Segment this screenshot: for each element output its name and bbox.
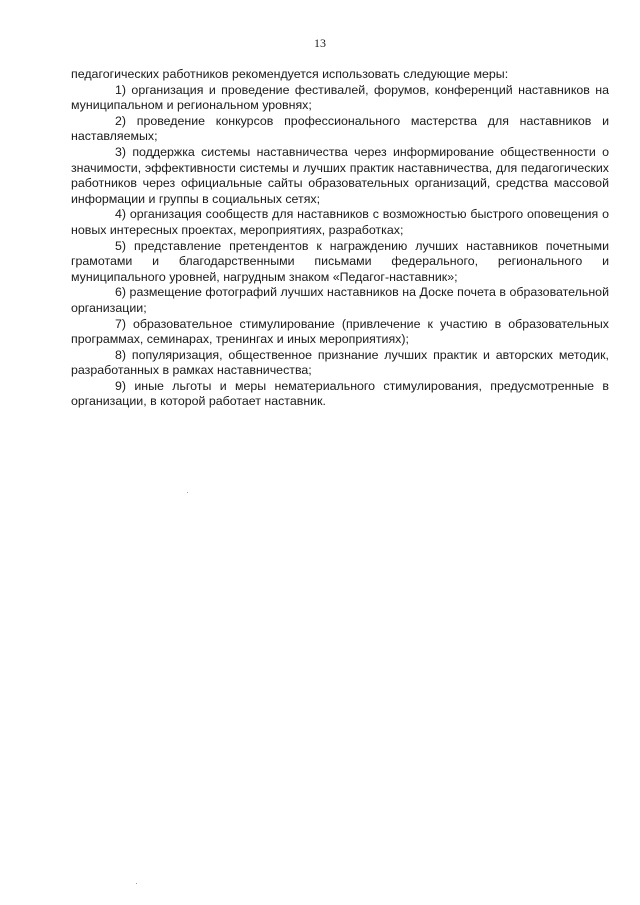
list-item-3: 3) поддержка системы наставничества через информирование общественности о значимости, эффективности системы и лучших практик наставничества, для педагогических работников через официальные сайты образовательных организаций, средства массовой информации и группы в социальных сетях; xyxy=(71,144,609,206)
scan-speck xyxy=(136,883,137,884)
list-item-7: 7) образовательное стимулирование (привлечение к участию в образовательных программах, семинарах, тренингах и иных мероприятиях); xyxy=(71,316,609,347)
list-item-5: 5) представление претендентов к награждению лучших наставников почетными грамотами и благодарственными письмами федерального, регионального и муниципального уровней, нагрудным знаком «Педагог-наставник»; xyxy=(71,238,609,284)
scan-speck xyxy=(187,492,188,493)
list-item-4: 4) организация сообществ для наставников с возможностью быстрого оповещения о новых интересных проектах, мероприятиях, разработках; xyxy=(71,207,609,237)
list-item-6: 6) размещение фотографий лучших наставников на Доске почета в образовательной организации; xyxy=(71,285,609,315)
intro-paragraph: педагогических работников рекомендуется использовать следующие меры: xyxy=(71,67,509,81)
list-item-2: 2) проведение конкурсов профессионального мастерства для наставников и наставляемых; xyxy=(71,113,609,144)
list-item-8: 8) популяризация, общественное признание лучших практик и авторских методик, разработанных в рамках наставничества; xyxy=(71,347,609,378)
page-number: 13 xyxy=(314,36,326,50)
list-item-9: 9) иные льготы и меры нематериального стимулирования, предусмотренные в организации, в которой работает наставник. xyxy=(71,378,609,409)
document-body xyxy=(71,67,609,410)
list-item-1: 1) организация и проведение фестивалей, форумов, конференций наставников на муниципальном и региональном уровнях; xyxy=(71,82,609,113)
